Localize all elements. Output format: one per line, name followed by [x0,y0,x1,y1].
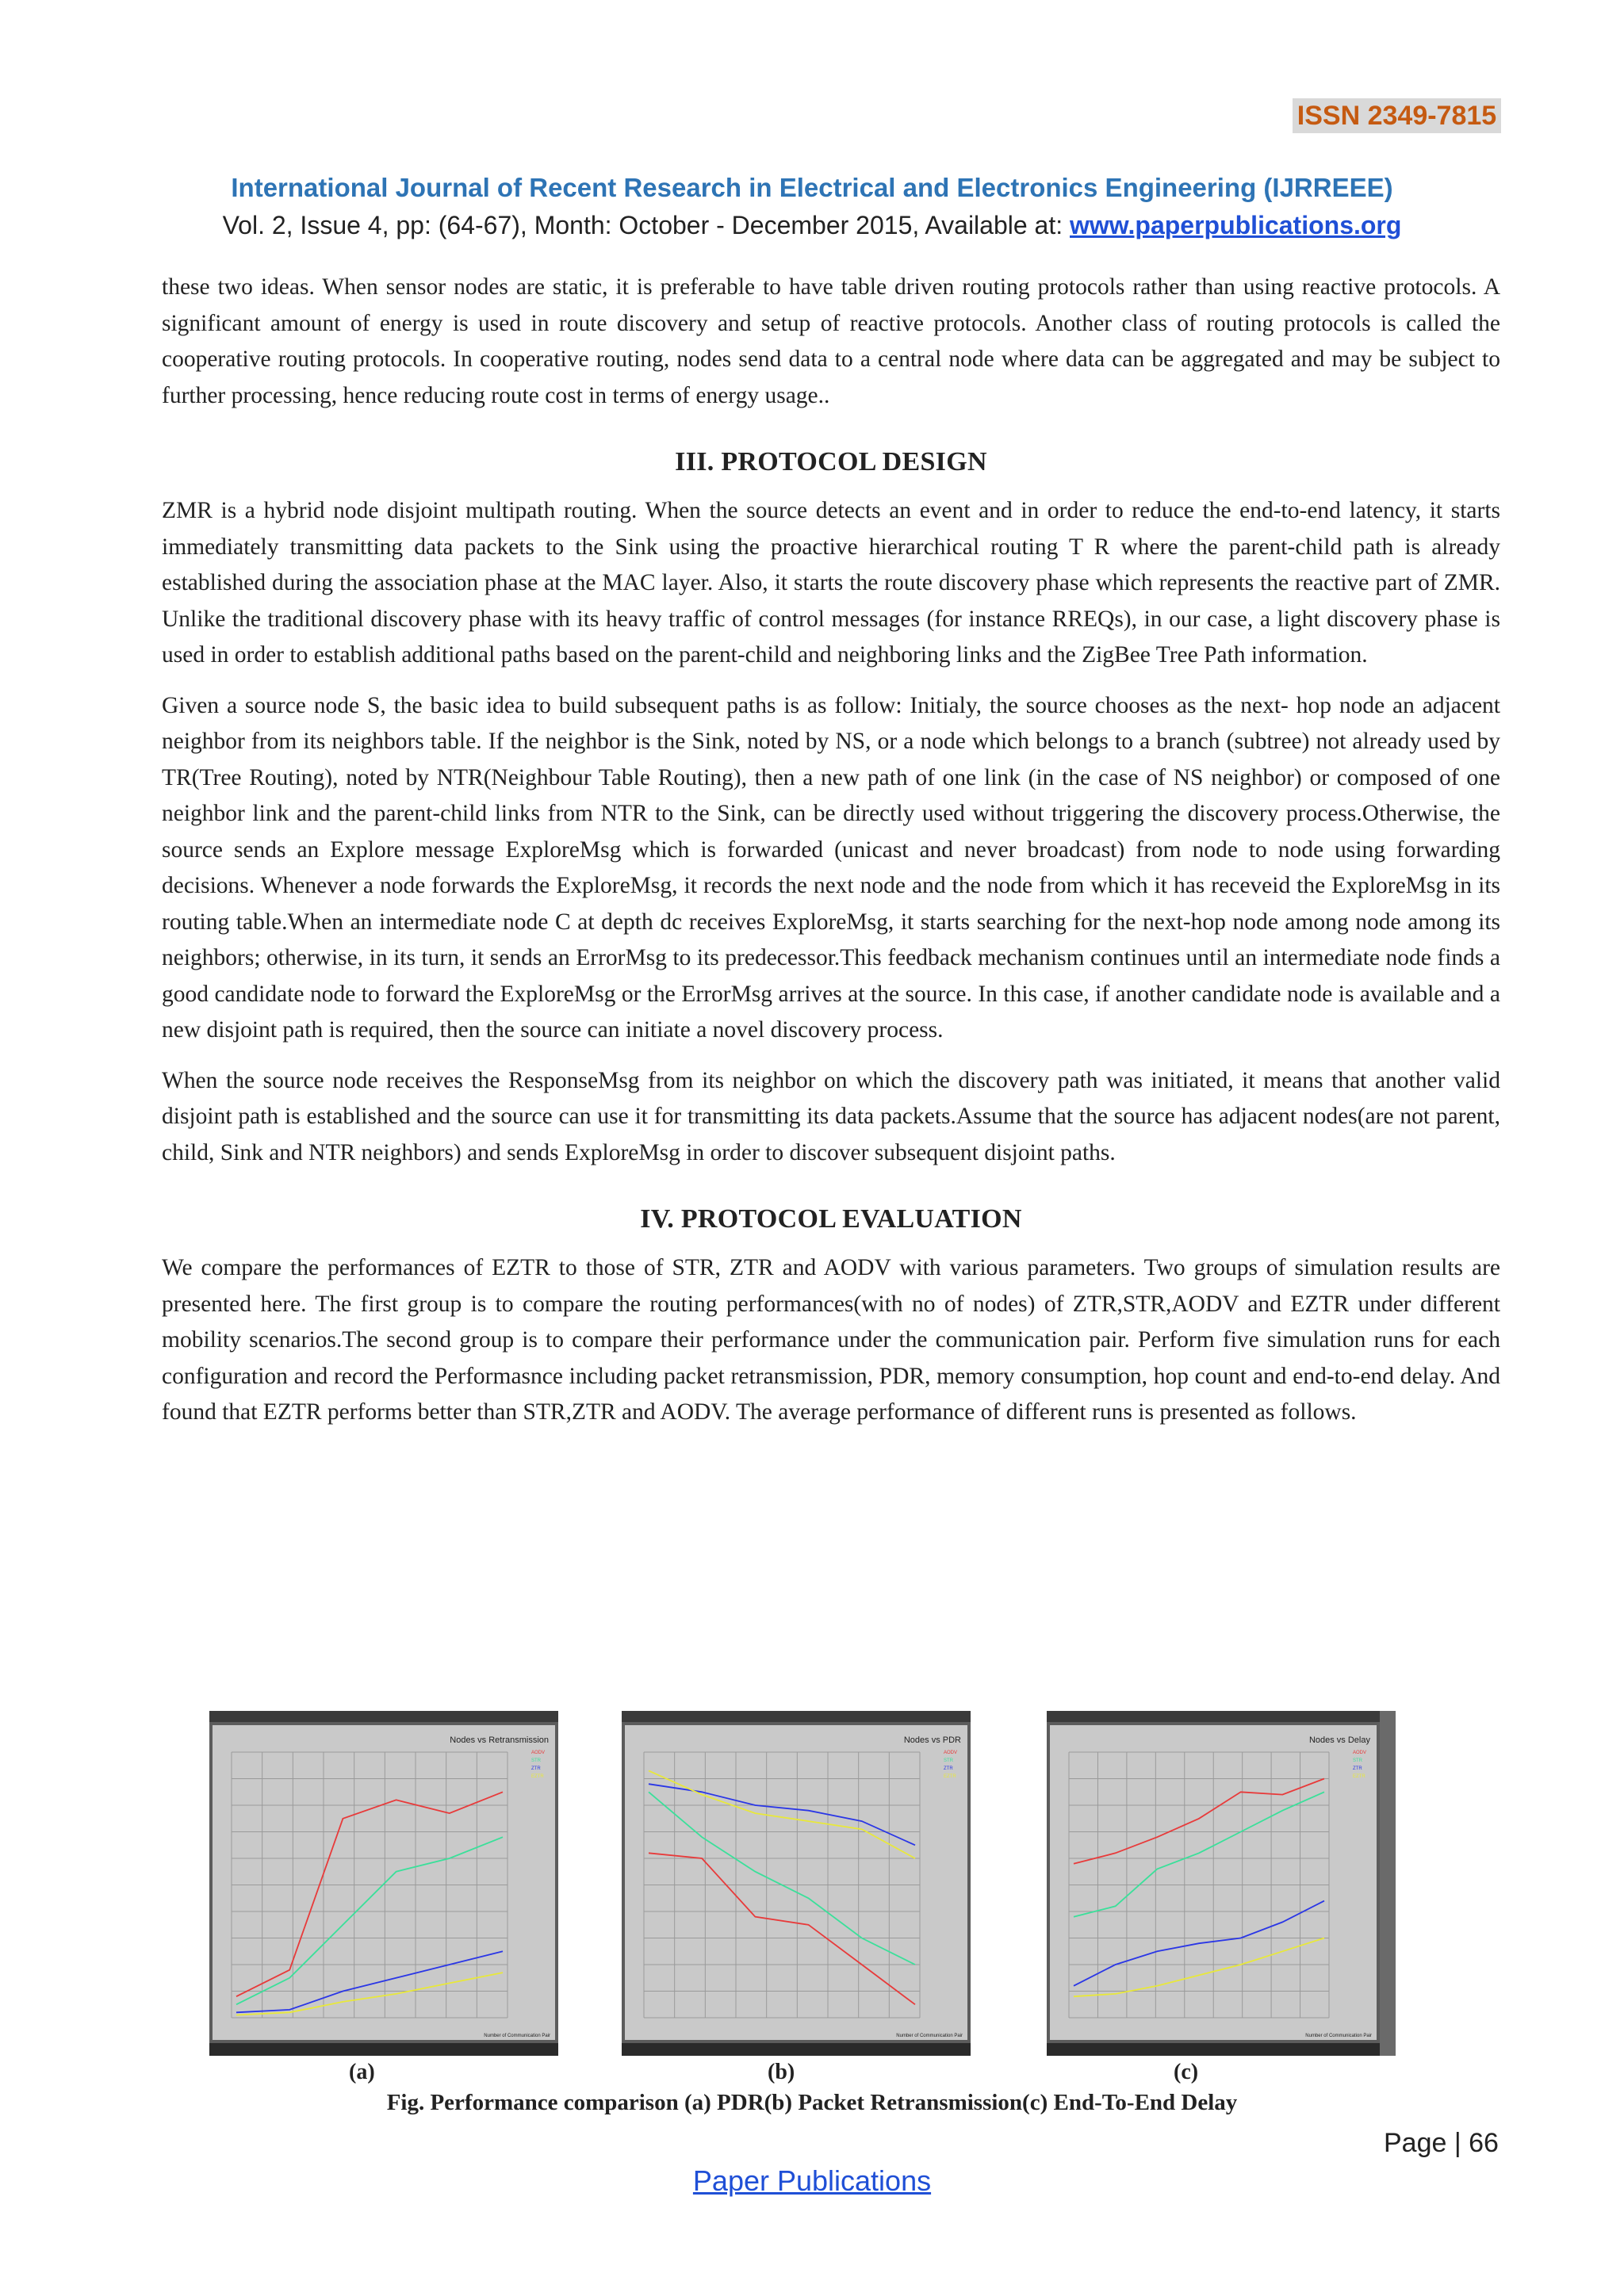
chart-panel-a [209,1711,558,2056]
figure-label-b: (b) [768,2060,795,2084]
intro-paragraph: these two ideas. When sensor nodes are static, it is preferable to have table driven routing protocols rather than using reactive protocols. A significant amount of energy is used in route discovery and setup of reactive protocols. Another class of routing protocols is called the cooperative routing protocols. In cooperative routing, nodes send data to a central node where data can be aggregated and may be subject to further processing, hence reducing route cost in terms of energy usage.. [162,274,1500,408]
legend-entry-ztr: ZTR [944,1766,953,1771]
x-axis-label: Number of Communication Pair [1305,2034,1372,2038]
legend-entry-aodv: AODV [1353,1751,1367,1755]
window-taskbar [622,2043,971,2056]
x-axis-label: Number of Communication Pair [896,2034,963,2038]
section-heading-protocol-design: III. PROTOCOL DESIGN [675,447,987,476]
chart-b-svg [622,1711,971,2056]
legend-entry-str: STR [944,1758,953,1763]
footer-publisher [0,2164,1624,2198]
journal-volume-info: Vol. 2, Issue 4, pp: (64-67), Month: October - December 2015, Available at: [222,211,1071,239]
window-titlebar [622,1711,971,1722]
legend-entry-aodv: AODV [944,1751,958,1755]
legend-entry-ztr: ZTR [531,1766,541,1771]
legend-entry-eztr: EZTR [1353,1774,1365,1779]
journal-subtitle [0,211,1624,240]
publisher-link[interactable]: Paper Publications [692,2164,932,2197]
window-titlebar [209,1711,558,1722]
chart-panel-c [1047,1711,1396,2056]
section4-paragraph-1: We compare the performances of EZTR to those of STR, ZTR and AODV with various parameters. Two groups of simulation results are presented here. The first group is to compare the routing performances(with no of nodes) of ZTR,STR,AODV and EZTR under different mobility scenarios.The second group is to compare their performance under the communication pair. Perform five simulation runs for each configuration and record the Performasnce including packet retransmission, PDR, memory consumption, hop count and end-to-end delay. And found that EZTR performs better than STR,ZTR and AODV. The average performance of different runs is presented as follows. [162,1255,1500,1425]
legend-entry-str: STR [531,1758,541,1763]
chart-panel-b [622,1711,971,2056]
legend-entry-eztr: EZTR [944,1774,956,1779]
figure-caption: Fig. Performance comparison (a) PDR(b) Packet Retransmission(c) End-To-End Delay [386,2090,1238,2115]
chart-a-svg [209,1711,558,2056]
article-body [162,270,1500,1445]
section3-paragraph-3: When the source node receives the ResponseMsg from its neighbor on which the discovery path was initiated, it means that another valid disjoint path is established and the source can use it for transmitting its data packets.Assume that the source has adjacent nodes(are not parent, child, Sink and NTR neighbors) and sends ExploreMsg in order to discover subsequent disjoint paths. [162,1067,1500,1165]
chart-title: Nodes vs PDR [903,1735,961,1745]
window-taskbar [1047,2043,1380,2056]
legend-entry-aodv: AODV [531,1751,546,1755]
section3-paragraph-2: Given a source node S, the basic idea to build subsequent paths is as follow: Initialy, the source chooses as the next- hop node an adjacent neighbor from its neighbors table. If the neighbor is the Sink, noted by NS, or a node which belongs to a branch (subtree) not already used by TR(Tree Routing), noted by NTR(Neighbour Table Routing), then a new path of one link (in the case of NS neighbor) or composed of one neighbor link and the parent-child links from NTR to the Sink, can be directly used without triggering the discovery process.Otherwise, the source sends an Explore message ExploreMsg which is forwarded (unicast and never broadcast) from node to node using forwarding decisions. Whenever a node forwards the ExploreMsg, it records the next node and the node from which it has receveid the ExploreMsg in its routing table.When an intermediate node C at depth dc receives ExploreMsg, it starts searching for the next-hop node among node among its neighbors; otherwise, in its turn, it sends an ErrorMsg to its predecessor.This feedback mechanism continues until an intermediate node finds a good candidate node to forward the ExploreMsg or the ErrorMsg arrives at the source. In this case, if another candidate node is available and a new disjoint path is required, then the source can initiate a novel discovery process. [162,692,1500,1043]
window-canvas [625,1725,967,2040]
legend-entry-ztr: ZTR [1353,1766,1362,1771]
chart-title: Nodes vs Retransmission [450,1735,549,1745]
figure-label-c: (c) [1174,2060,1199,2084]
window-taskbar [209,2043,558,2056]
section3-paragraph-1: ZMR is a hybrid node disjoint multipath routing. When the source detects an event and in order to reduce the end-to-end latency, it starts immediately transmitting data packets to the Sink using the proactive hierarchical routing T R where the parent-child path is already established during the association phase at the MAC layer. Also, it starts the route discovery phase which represents the reactive part of ZMR. Unlike the traditional discovery phase with its heavy traffic of control messages (for instance RREQs), in our case, a light discovery phase is used in order to establish additional paths based on the parent-child and neighboring links and the ZigBee Tree Path information. [162,498,1500,668]
x-axis-label: Number of Communication Pair [484,2034,550,2038]
window-titlebar [1047,1711,1380,1722]
chart-c-svg [1047,1711,1380,2056]
issn-label: ISSN 2349-7815 [1293,98,1501,133]
chart-title: Nodes vs Delay [1308,1735,1370,1745]
legend-entry-str: STR [1353,1758,1362,1763]
journal-website-link[interactable]: www.paperpublications.org [1070,211,1402,239]
section-heading-protocol-evaluation: IV. PROTOCOL EVALUATION [640,1204,1022,1234]
figure-performance-comparison [209,1711,1381,2060]
legend-entry-eztr: EZTR [531,1774,544,1779]
journal-title: International Journal of Recent Research in Electrical and Electronics Engineering (IJRREEE) [231,173,1393,202]
figure-label-a: (a) [349,2060,375,2084]
window-canvas [213,1725,555,2040]
page-number: Page | 66 [1384,2128,1499,2158]
